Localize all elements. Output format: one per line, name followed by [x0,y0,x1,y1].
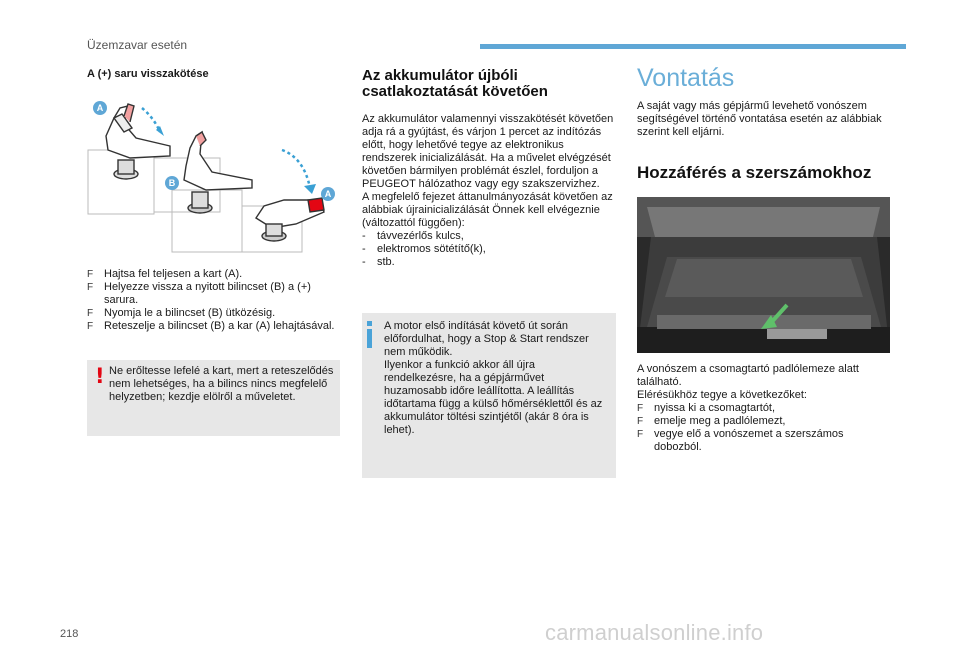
warning-box [87,360,340,436]
list-item: - távvezérlős kulcs, [362,230,464,242]
reconnect-heading: Az akkumulátor újbóli csatlakoztatását követően [362,67,548,100]
list-item: F Helyezze vissza a nyitott bilincset (B) a (+) sarura. [87,281,311,306]
warning-text: Ne erőltesse lefelé a kart, mert a reteszelődés nem lehetséges, ha a bilincs nincs megfelelő helyzetben; kezdje elölről a műveletet. [109,365,334,403]
list-item: F nyissa ki a csomagtartót, [637,402,776,414]
bullet-marker: F [87,269,94,280]
reinit-list [362,230,614,269]
battery-terminal-heading: A (+) saru visszakötése [87,68,209,80]
tools-steps [637,402,889,454]
tools-lead: Elérésükhöz tegye a következőket: [637,389,807,401]
reconnect-steps [87,268,337,333]
header-accent-bar [480,44,906,49]
towing-title: Vontatás [637,64,735,92]
list-item: - stb. [362,256,395,268]
reconnect-body [362,113,614,269]
list-item: F Hajtsa fel teljesen a kart (A). [87,268,243,280]
bullet-marker: F [87,321,94,332]
info-icon [367,321,372,348]
footer-watermark: carmanualsonline.info [545,620,764,645]
page-number: 218 [60,628,79,640]
diagram-label-b: B [168,178,176,188]
boot-floor-photo [637,197,890,353]
bullet-marker: F [637,416,644,427]
tools-access-heading: Hozzáférés a szerszámokhoz [637,163,872,182]
info-text: A motor első indítását követő út során előfordulhat, hogy a Stop & Start rendszer nem működik. Ilyenkor a funkció akkor áll újra rendelkezésre, ha a gépjárművet huzamosabb időre leállította. A leállítás időtartama függ a külső hőmérséklettől és az akkumulátor töltési szintjétől (akár 8 óra is lehet). [384,320,603,436]
list-item: - elektromos sötétítő(k), [362,243,486,255]
bullet-marker: F [87,282,94,293]
list-item: F Nyomja le a bilincset (B) ütközésig. [87,307,276,319]
section-title: Üzemzavar esetén [87,38,188,52]
diagram-label-a1: A [96,103,104,113]
towing-intro: A saját vagy más gépjármű levehető vonószem segítségével történő vontatása esetén az alábbiak szerint kell eljárni. [637,100,882,138]
terminal-clamp-diagram [84,88,340,256]
info-box [362,313,616,478]
diagram-label-a2: A [324,189,332,199]
reconnect-paragraph: Az akkumulátor valamennyi visszakötését követően adja rá a gyújtást, és várjon 1 percet az indítózás előtt, hogy lehetővé tegye az elektronikus rendszerek inicializálását. Ha a művelet elvégzését követően bármilyen problémát észlel, forduljon a PEUGEOT hálózathoz vagy egy szakszervizhez. [362,113,614,190]
bullet-marker: F [637,429,644,440]
list-item: F emelje meg a padlólemezt, [637,415,786,427]
tools-body [637,363,889,454]
warning-icon: ! [95,364,105,388]
bullet-marker: F [87,308,94,319]
reinit-paragraph: A megfelelő fejezet áttanulmányozását követően az alábbiak újrainicializálását Önnek kell elvégeznie (változattól függően): [362,191,613,229]
bullet-marker: F [637,403,644,414]
tools-paragraph: A vonószem a csomagtartó padlólemeze alatt található. [637,363,859,388]
list-item: F vegye elő a vonószemet a szerszámos dobozból. [637,428,844,453]
list-item: F Reteszelje a bilincset (B) a kar (A) lehajtásával. [87,320,335,332]
